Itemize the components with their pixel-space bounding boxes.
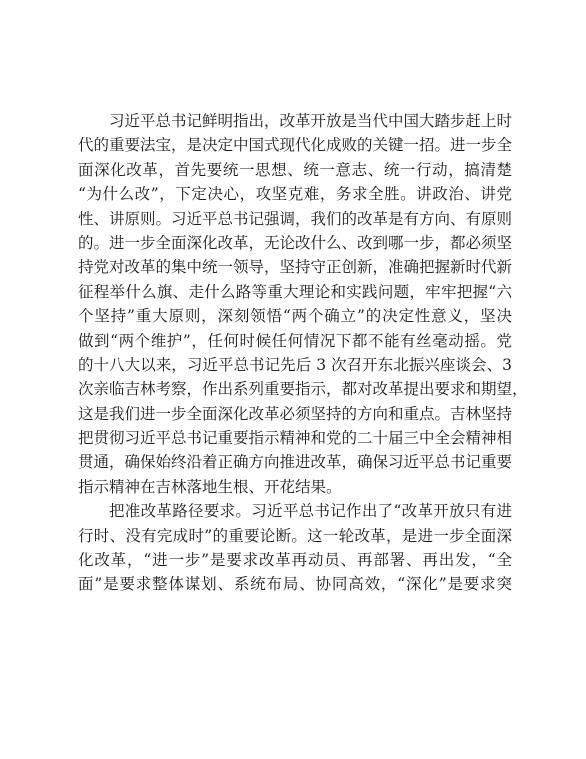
text-line: 征程举什么旗、走什么路等重大理论和实践问题，牢牢把握“六 bbox=[78, 282, 512, 301]
text-line: 性、讲原则。习近平总书记强调，我们的改革是有方向、有原则 bbox=[78, 209, 513, 228]
paragraph-1 bbox=[78, 109, 528, 499]
text-line: 行时、没有完成时”的重要论断。这一轮改革，是进一步全面深 bbox=[78, 526, 512, 545]
text-line: 个坚持”重大原则，深刻领悟“两个确立”的决定性意义，坚决 bbox=[78, 307, 512, 326]
text-line: 面”是要求整体谋划、系统布局、协同高效，“深化”是要求突 bbox=[78, 575, 512, 594]
paragraph-2 bbox=[78, 499, 512, 597]
text-line: 贯通，确保始终沿着正确方向推进改革，确保习近平总书记重要 bbox=[78, 453, 513, 472]
text-line: 持党对改革的集中统一领导，坚持守正创新，准确把握新时代新 bbox=[78, 258, 513, 277]
text-line: 把准改革路径要求。习近平总书记作出了“改革开放只有进 bbox=[109, 502, 512, 521]
text-line: 代的重要法宝，是决定中国式现代化成败的关键一招。进一步全 bbox=[78, 136, 513, 155]
text-line: 面深化改革，首先要统一思想、统一意志、统一行动，搞清楚 bbox=[78, 160, 512, 179]
text-line: “为什么改”，下定决心，攻坚克难，务求全胜。讲政治、讲党 bbox=[78, 185, 512, 204]
text-line: 习近平总书记鲜明指出，改革开放是当代中国大踏步赶上时 bbox=[109, 112, 513, 130]
text-line: 的。进一步全面深化改革，无论改什么、改到哪一步，都必须坚 bbox=[78, 233, 513, 252]
document-body bbox=[78, 109, 528, 597]
text-line: 化改革，“进一步”是要求改革再动员、再部署、再出发，“全 bbox=[78, 551, 512, 570]
text-line: 的十八大以来，习近平总书记先后 3 次召开东北振兴座谈会、3 bbox=[78, 355, 512, 374]
text-line: 次亲临吉林考察，作出系列重要指示，都对改革提出要求和期望， bbox=[78, 380, 528, 399]
text-line: 这是我们进一步全面深化改革必须坚持的方向和重点。吉林坚持 bbox=[78, 404, 513, 423]
text-line: 把贯彻习近平总书记重要指示精神和党的二十届三中全会精神相 bbox=[78, 429, 513, 448]
text-line: 做到“两个维护”，任何时候任何情况下都不能有丝毫动摇。党 bbox=[78, 331, 512, 350]
text-line: 指示精神在吉林落地生根、开花结果。 bbox=[78, 477, 342, 496]
